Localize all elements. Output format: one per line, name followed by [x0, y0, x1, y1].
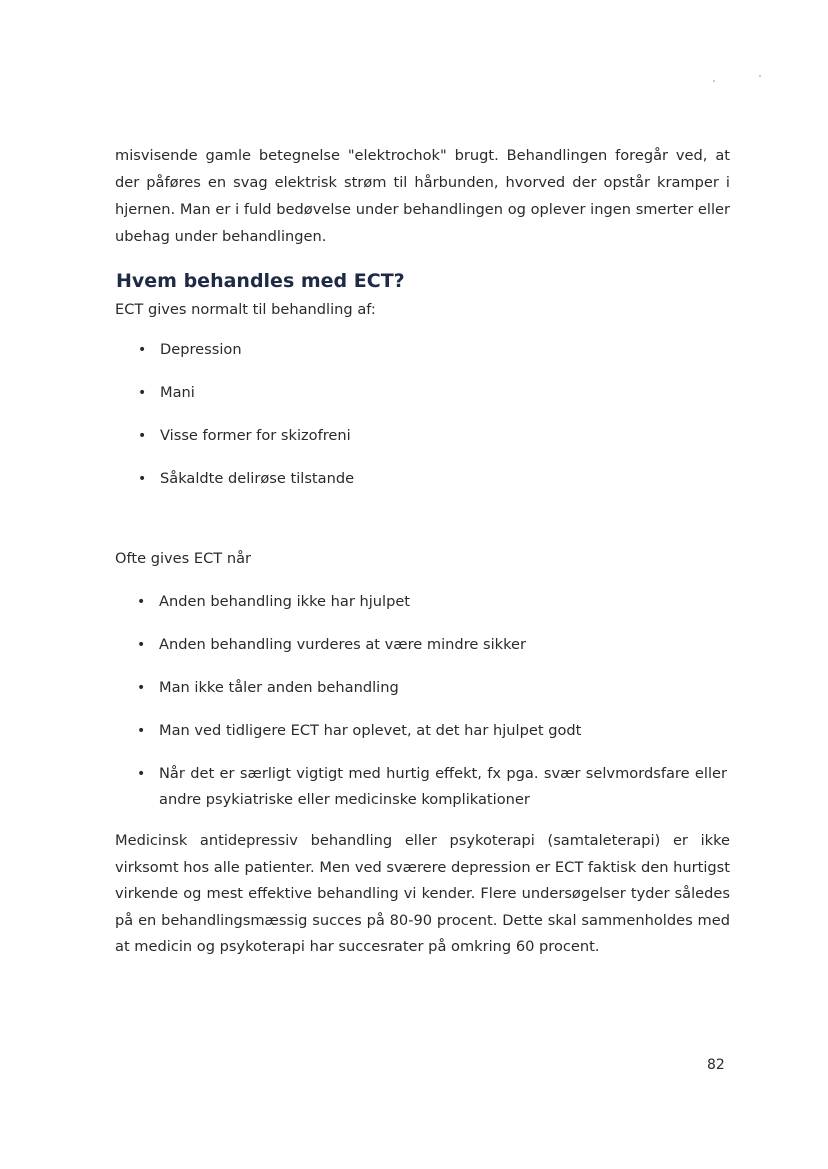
list-item: • Anden behandling ikke har hjulpet — [137, 589, 737, 615]
bullet-icon: • — [137, 637, 146, 653]
bullet-icon: • — [138, 428, 147, 444]
list-item: • Mani — [138, 380, 738, 406]
list-item: • Når det er særligt vigtigt med hurtig effekt, fx pga. svær selvmordsfare eller andre psykiatriske eller medicinske komplikationer — [137, 761, 727, 813]
bullet-icon: • — [138, 471, 147, 487]
bullet-icon: • — [137, 723, 146, 739]
list-item: • Depression — [138, 337, 738, 363]
list-item: • Såkaldte delirøse tilstande — [138, 466, 738, 492]
list-item: • Man ikke tåler anden behandling — [137, 675, 737, 701]
when-list — [137, 589, 737, 830]
bullet-icon: • — [137, 766, 146, 782]
bullet-icon: • — [137, 680, 146, 696]
list-item: • Anden behandling vurderes at være mindre sikker — [137, 632, 737, 658]
list-item: • Visse former for skizofreni — [138, 423, 738, 449]
paragraph-effectiveness: Medicinsk antidepressiv behandling eller psykoterapi (samtaleterapi) er ikke virksomt hos alle patienter. Men ved sværere depression er ECT faktisk den hurtigst virkende og mest effektive behandling vi kender. Flere undersøgelser tyder således på en behandlingsmæssig succes på 80-90 procent. Dette skal sammenholdes med at medicin og psykoterapi har succesrater på omkring 60 procent. — [115, 832, 730, 955]
indications-list — [138, 337, 738, 509]
bullet-icon: • — [138, 342, 147, 358]
scan-speck — [759, 75, 761, 77]
indications-intro: ECT gives normalt til behandling af: — [115, 301, 376, 318]
page-number: 82 — [707, 1057, 725, 1073]
list-item: • Man ved tidligere ECT har oplevet, at det har hjulpet godt — [137, 718, 737, 744]
bullet-icon: • — [137, 594, 146, 610]
scan-speck — [713, 80, 715, 82]
when-intro: Ofte gives ECT når — [115, 550, 252, 567]
bullet-icon: • — [138, 385, 147, 401]
paragraph-ect-description: misvisende gamle betegnelse "elektrochok" brugt. Behandlingen foregår ved, at der påføres en svag elektrisk strøm til hårbunden, hvorved der opstår kramper i hjernen. Man er i fuld bedøvelse under behandlingen og oplever ingen smerter eller ubehag under behandlingen. — [115, 147, 730, 245]
section-heading: Hvem behandles med ECT? — [116, 270, 405, 292]
